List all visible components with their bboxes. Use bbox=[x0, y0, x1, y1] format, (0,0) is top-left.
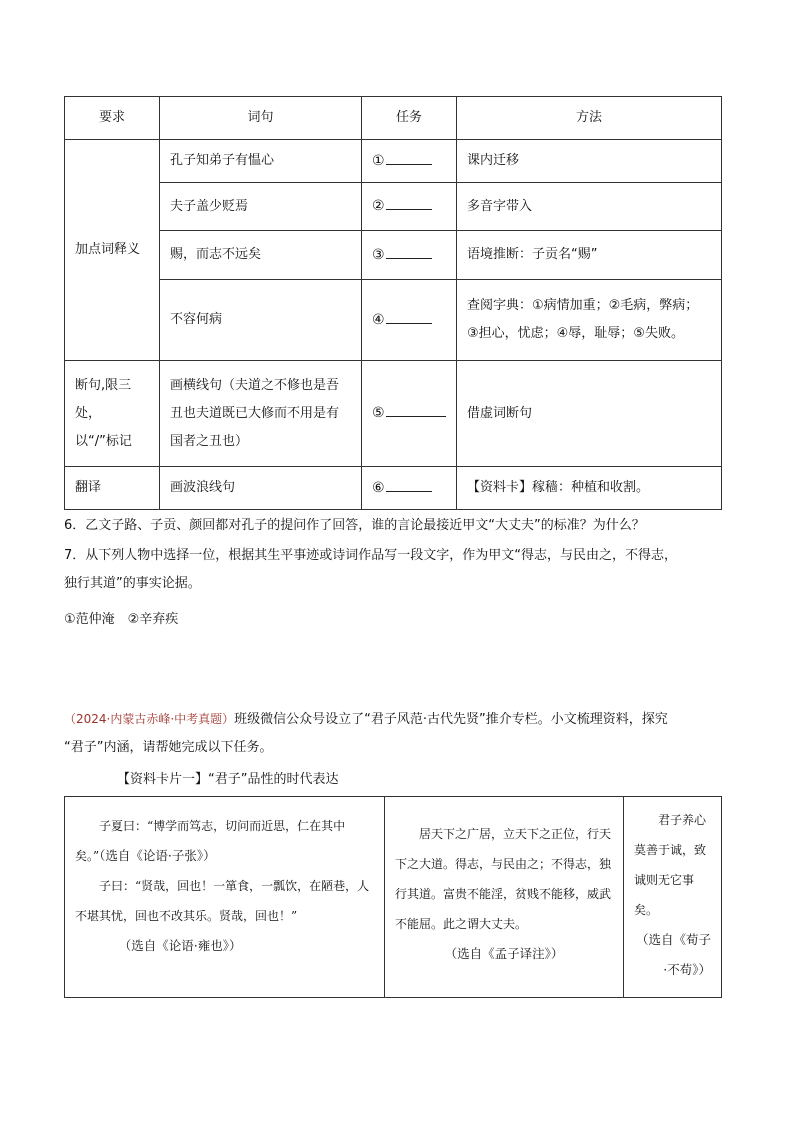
table-row bbox=[65, 231, 722, 280]
answer-blank[interactable] bbox=[386, 195, 432, 210]
quote-paragraph: 居天下之广居，立天下之正位，行天下之大道。得志，与民由之；不得志，独行其道。富贵不能淫，贫贱不能移，威武不能屈。此之谓大丈夫。 bbox=[395, 827, 612, 931]
reference-cell-mencius bbox=[385, 797, 624, 998]
phrase-line: 国者之丑也） bbox=[170, 433, 249, 449]
table-header-row bbox=[65, 97, 722, 140]
requirement-cell bbox=[65, 361, 160, 467]
task-number: ⑥ bbox=[372, 479, 385, 496]
method-cell: 【资料卡】稼穑：种植和收割。 bbox=[457, 467, 722, 510]
phrase-cell: 夫子盖少贬焉 bbox=[160, 183, 362, 231]
citation: （选自《论语·雍也》） bbox=[118, 938, 242, 953]
citation: （选自《孟子译注》） bbox=[444, 946, 564, 961]
reference-cell-xunzi bbox=[624, 797, 722, 998]
quote-paragraph: 子曰：“贤哉，回也！一箪食，一瓢饮，在陋巷，人不堪其忧，回也不改其乐。贤哉，回也！” bbox=[75, 879, 370, 923]
task-cell bbox=[362, 361, 457, 467]
task-cell bbox=[362, 280, 457, 361]
phrase-cell bbox=[160, 361, 362, 467]
header-cell: 方法 bbox=[457, 97, 722, 140]
method-line: ③担心，忧虑；④辱，耻辱；⑤失败。 bbox=[467, 326, 684, 341]
task-cell bbox=[362, 231, 457, 280]
requirement-cell: 翻译 bbox=[65, 467, 160, 510]
requirement-line: 断句,限三处， bbox=[75, 377, 132, 421]
answer-blank[interactable] bbox=[386, 150, 432, 165]
method-cell: 课内迁移 bbox=[457, 140, 722, 183]
quote-text: 子夏曰：“博学而笃志，切问而近思，仁在其中矣。” bbox=[75, 819, 346, 863]
question-7-line: 独行其道”的事实论据。 bbox=[64, 576, 201, 591]
phrase-cell: 孔子知弟子有愠心 bbox=[160, 140, 362, 183]
quote-paragraph: 君子养心莫善于诚，致诚则无它事矣。 bbox=[634, 813, 707, 917]
question-7 bbox=[64, 544, 734, 596]
question-6: 6．乙文子路、子贡、颜回都对孔子的提问作了回答，谁的言论最接近甲文“大丈夫”的标准？为什么？ bbox=[64, 518, 645, 533]
table-row bbox=[65, 140, 722, 183]
answer-blank[interactable] bbox=[386, 477, 432, 492]
task-number: ③ bbox=[372, 246, 385, 263]
intro-line bbox=[64, 707, 734, 732]
question-7-options: ①范仲淹 ②辛弃疾 bbox=[64, 612, 179, 627]
phrase-cell: 画波浪线句 bbox=[160, 467, 362, 510]
card-title: 【资料卡片一】“君子”品性的时代表达 bbox=[117, 772, 339, 787]
source-tag: （2024·内蒙古赤峰·中考真题） bbox=[64, 712, 235, 726]
header-cell: 词句 bbox=[160, 97, 362, 140]
method-line: 查阅字典：①病情加重；②毛病，弊病； bbox=[467, 298, 699, 313]
intro-line: “君子”内涵，请帮她完成以下任务。 bbox=[64, 740, 273, 755]
task-number: ① bbox=[372, 152, 385, 169]
table-row bbox=[65, 183, 722, 231]
header-cell: 要求 bbox=[65, 97, 160, 140]
phrase-line: 画横线句（夫道之不修也是吾 bbox=[170, 377, 340, 393]
reference-row bbox=[65, 797, 722, 998]
citation: （选自《论语·子张》） bbox=[99, 848, 216, 863]
answer-blank[interactable] bbox=[386, 309, 432, 324]
table-row bbox=[65, 361, 722, 467]
task-cell bbox=[362, 183, 457, 231]
table-row bbox=[65, 280, 722, 361]
question-7-line: 7．从下列人物中选择一位，根据其生平事迹或诗词作品写一段文字，作为甲文“得志，与民由之，不得志， bbox=[64, 548, 678, 563]
method-cell: 借虚词断句 bbox=[457, 361, 722, 467]
method-cell: 语境推断：子贡名“赐” bbox=[457, 231, 722, 280]
task-table bbox=[64, 96, 722, 510]
intro-paragraph bbox=[64, 707, 734, 760]
answer-blank[interactable] bbox=[386, 244, 432, 259]
task-number: ⑤ bbox=[372, 405, 385, 421]
citation: （选自《荀子·不苟》） bbox=[635, 932, 711, 977]
header-cell: 任务 bbox=[362, 97, 457, 140]
requirement-line: 以“/”标记 bbox=[75, 433, 132, 449]
table-row bbox=[65, 467, 722, 510]
method-cell bbox=[457, 280, 722, 361]
task-cell bbox=[362, 467, 457, 510]
phrase-cell: 赐，而志不远矣 bbox=[160, 231, 362, 280]
task-number: ④ bbox=[372, 311, 385, 328]
task-number: ② bbox=[372, 198, 385, 214]
answer-blank[interactable] bbox=[386, 402, 446, 417]
intro-text: 班级微信公众号设立了“君子风范·古代先贤”推介专栏。小文梳理资料，探究 bbox=[234, 712, 668, 727]
task-cell bbox=[362, 140, 457, 183]
reference-cell-analects bbox=[65, 797, 385, 998]
phrase-cell: 不容何病 bbox=[160, 280, 362, 361]
reference-card-table bbox=[64, 796, 722, 998]
method-cell: 多音字带入 bbox=[457, 183, 722, 231]
quote-paragraph bbox=[75, 811, 374, 871]
phrase-line: 丑也夫道既已大修而不用是有 bbox=[170, 405, 340, 421]
requirement-cell: 加点词释义 bbox=[65, 140, 160, 361]
